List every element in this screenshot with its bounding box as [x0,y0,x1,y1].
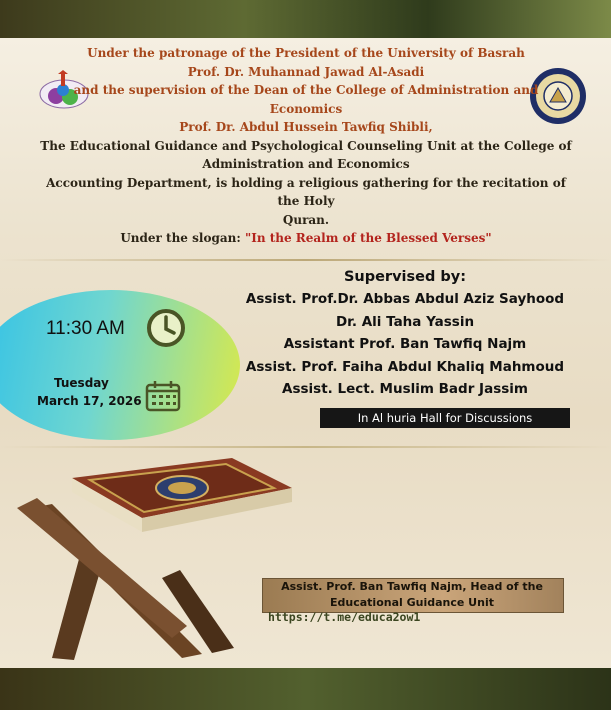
footer-line-1: Assist. Prof. Ban Tawfiq Najm, Head of the [281,580,543,593]
supervisor-name: Assist. Prof.Dr. Abbas Abdul Aziz Sayhood [245,291,565,307]
unit-line: The Educational Guidance and Psychological Counseling Unit at the College of [40,138,572,153]
supervisor-name: Dr. Ali Taha Yassin [335,313,475,330]
quran-line: Quran. [282,212,330,227]
event-date: March 17, 2026 [37,394,142,408]
telegram-link[interactable]: https://t.me/educa2ow1 [268,610,421,624]
calendar-icon [145,380,181,412]
slogan-prefix: Under the slogan: [120,231,245,245]
patronage-line: Under the patronage of the President of the University of Basrah [87,46,525,60]
supervisors-title: Supervised by: [343,269,467,285]
supervisors-block [240,266,570,401]
quran-on-stand-icon [12,448,302,668]
dean-name: Prof. Dr. Abdul Hussein Tawfiq Shibli, [179,120,433,134]
supervisor-name: Assist. Prof. Faiha Abdul Khaliq Mahmoud [245,358,565,375]
clock-icon [146,308,186,348]
section-divider [0,259,611,261]
footer-line-2: Educational Guidance Unit [330,595,494,609]
bottom-band [0,668,611,710]
supervisor-name: Assistant Prof. Ban Tawfiq Najm [283,336,527,352]
event-day: Tuesday [54,376,109,390]
event-time: 11:30 AM [46,318,125,339]
footer-text [264,579,560,610]
hall-banner: In Al huria Hall for Discussions [320,408,570,428]
college-line: Administration and Economics [202,157,410,171]
slogan-line [36,229,576,248]
supervisor-name: Assist. Lect. Muslim Badr Jassim [282,381,528,397]
announcement-header [36,44,576,248]
supervision-line: and the supervision of the Dean of the College of Administration and Economics [73,83,539,116]
top-band [0,0,611,38]
slogan-text: "In the Realm of the Blessed Verses" [244,231,492,245]
gathering-line: Accounting Department, is holding a religious gathering for the recitation of the Holy [46,175,566,208]
president-name: Prof. Dr. Muhannad Jawad Al-Asadi [187,64,425,79]
